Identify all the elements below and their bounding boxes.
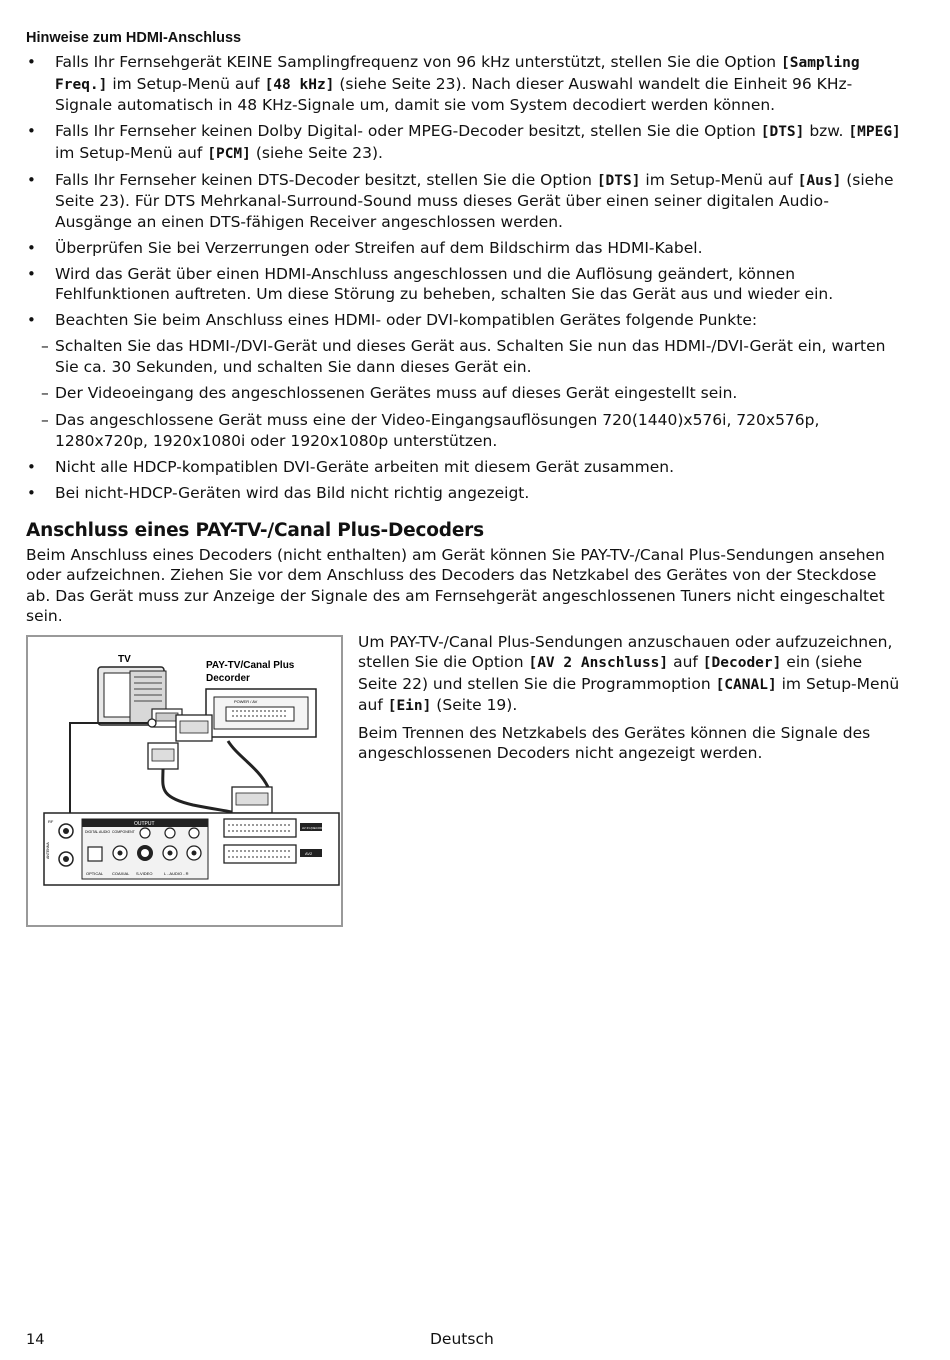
bullet-icon: • — [27, 458, 36, 476]
av2-label: AV2 — [305, 850, 313, 856]
coaxial-label: COAXIAL — [112, 870, 130, 876]
list-item: • Falls Ihr Fernsehgerät KEINE Samplingfrequenz von 96 kHz unterstützt, stellen Sie die Option [Sampling Freq.] im Setup-Menü auf [48 kHz] (siehe Seite 23). Nach dieser Auswahl wandelt die Einheit 96 KHz-Signale automatisch in 48 KHz-Signale um, damit sie vom System decodiert werden können. — [27, 53, 860, 114]
output-label: OUTPUT — [134, 820, 155, 827]
decoder-port-label: POWER / AV — [234, 698, 258, 704]
dash-icon: – — [41, 410, 49, 429]
menu-option: [CANAL] — [715, 676, 777, 693]
bullet-icon: • — [27, 170, 36, 189]
decoder-label-line1: PAY-TV/Canal Plus — [206, 659, 295, 671]
paragraph: Beim Trennen des Netzkabels des Gerätes können die Signale des angeschlossenen Decoders nicht angezeigt werden. — [358, 723, 871, 762]
menu-option: [DTS] — [760, 124, 805, 140]
section-intro: Beim Anschluss eines Decoders (nicht enthalten) am Gerät können Sie PAY-TV-/Canal Plus-Sendungen ansehen oder aufzeichnen. Ziehen Sie vor dem Anschluss des Decoders das Netzkabel des Gerätes von der Steckdose ab. Das Gerät muss zur Anzeige der Signale des am Fernsehgerät angeschlossenen Tuners nicht eingeschaltet sein. — [26, 545, 885, 625]
figure-side-text — [358, 632, 903, 770]
document-page — [26, 30, 901, 935]
page-number: 14 — [26, 1332, 45, 1348]
decoder-icon — [206, 689, 316, 737]
sub-list-item: – Das angeschlossene Gerät muss eine der Video-Eingangsauflösungen 720(1440)x576i, 720x576p, 1280x720p, 1920x1080i oder 1920x1080p unterstützen. — [41, 410, 820, 450]
paragraph: Um PAY-TV-/Canal Plus-Sendungen anzuschauen oder aufzuzeichnen, stellen Sie die Option [AV 2 Anschluss] auf [Decoder] ein (siehe Seite 22) und stellen Sie die Programmoption [CANAL] im Setup-Menü auf [Ein] (Seite 19). — [358, 632, 900, 714]
svideo-label: S-VIDEO — [136, 870, 153, 876]
menu-option: [AV 2 Anschluss] — [528, 655, 669, 671]
dash-icon: – — [41, 336, 49, 355]
menu-option: [DTS] — [596, 172, 641, 189]
tv-label: TV — [118, 653, 131, 665]
bullet-icon: • — [27, 311, 36, 329]
avin-label: AV IN (DECODER) — [302, 825, 328, 830]
bullet-icon: • — [27, 122, 36, 140]
list-item: • Überprüfen Sie bei Verzerrungen oder Streifen auf dem Bildschirm das HDMI-Kabel. — [27, 238, 703, 257]
section-heading: Anschluss eines PAY-TV-/Canal Plus-Decoders — [26, 519, 484, 541]
audio-label: L - AUDIO - R — [164, 870, 189, 876]
dash-icon: – — [41, 384, 49, 402]
hdmi-dvi-points — [41, 336, 901, 452]
sub-list-item: – Der Videoeingang des angeschlossenen Gerätes muss auf dieses Gerät eingestellt sein. — [41, 384, 738, 402]
footer-language: Deutsch — [430, 1330, 494, 1348]
rf-label: RF — [48, 818, 54, 824]
menu-option: [Aus] — [797, 172, 842, 189]
bullet-icon: • — [27, 264, 36, 283]
menu-option: [MPEG] — [848, 124, 901, 140]
list-item: • Falls Ihr Fernseher keinen DTS-Decoder besitzt, stellen Sie die Option [DTS] im Setup-Menü auf [Aus] (siehe Seite 23). Für DTS Mehrkanal-Surround-Sound muss dieses Gerät über einen seiner digitalen Audio-Ausgänge an einen DTS-fähigen Receiver angeschlossen werden. — [27, 170, 894, 231]
bullet-icon: • — [27, 53, 36, 71]
component-label: COMPONENT — [112, 829, 135, 834]
menu-option: [48 kHz] — [264, 76, 335, 93]
antenna-label: ANTENNA — [46, 841, 50, 859]
connection-diagram-svg — [28, 637, 341, 925]
list-item: • Falls Ihr Fernseher keinen Dolby Digital- oder MPEG-Decoder besitzt, stellen Sie die Option [DTS] bzw. [MPEG] im Setup-Menü auf [PCM] (siehe Seite 23). — [27, 122, 901, 162]
scart-plug-icon — [232, 787, 272, 813]
tv-icon — [98, 667, 182, 727]
list-item: • Wird das Gerät über einen HDMI-Anschluss angeschlossen und die Auflösung geändert, können Fehlfunktionen auftreten. Um diese Störung zu beheben, schalten Sie das Gerät aus und wieder ein. — [27, 264, 834, 303]
digital-audio-label: DIGITAL AUDIO — [85, 829, 111, 834]
menu-option: [Ein] — [387, 698, 432, 714]
decoder-label-line2: Decorder — [206, 672, 250, 684]
menu-option: [PCM] — [207, 145, 251, 162]
hdmi-notes-list — [26, 52, 901, 504]
list-item: • Nicht alle HDCP-kompatiblen DVI-Geräte arbeiten mit diesem Gerät zusammen. — [27, 458, 675, 476]
optical-label: OPTICAL — [86, 870, 104, 876]
list-item: • Bei nicht-HDCP-Geräten wird das Bild nicht richtig angezeigt. — [27, 484, 530, 502]
hdmi-notes-heading: Hinweise zum HDMI-Anschluss — [26, 30, 242, 46]
menu-option: [Decoder] — [702, 655, 782, 671]
list-item: • Beachten Sie beim Anschluss eines HDMI- oder DVI-kompatiblen Gerätes folgende Punkte: – Schalten Sie das HDMI-/DVI-Gerät und dieses Gerät aus. Schalten Sie nun das HDMI-/DVI-Gerät ein, warten Sie ca. 30 Sekunden, und schalten Sie dann dieses Gerät ein. – Der Videoeingang des angeschlossenen Gerätes muss auf dieses Gerät eingestellt sein. – Das angeschlossene Gerät muss eine der Video-Eingangsauflösungen 720(1440)x576i, 720x576p, 1280x720p, 1920x1080i oder 1920x1080p unterstützen. — [26, 310, 901, 452]
bullet-icon: • — [27, 484, 36, 502]
bullet-icon: • — [27, 238, 36, 257]
sub-list-item: – Schalten Sie das HDMI-/DVI-Gerät und dieses Gerät aus. Schalten Sie nun das HDMI-/DVI-Gerät ein, warten Sie ca. 30 Sekunden, und schalten Sie dann dieses Gerät ein. — [41, 336, 886, 376]
menu-option: [Sampling Freq.] — [55, 55, 860, 93]
figure-row — [26, 632, 901, 935]
connection-diagram — [26, 635, 343, 927]
